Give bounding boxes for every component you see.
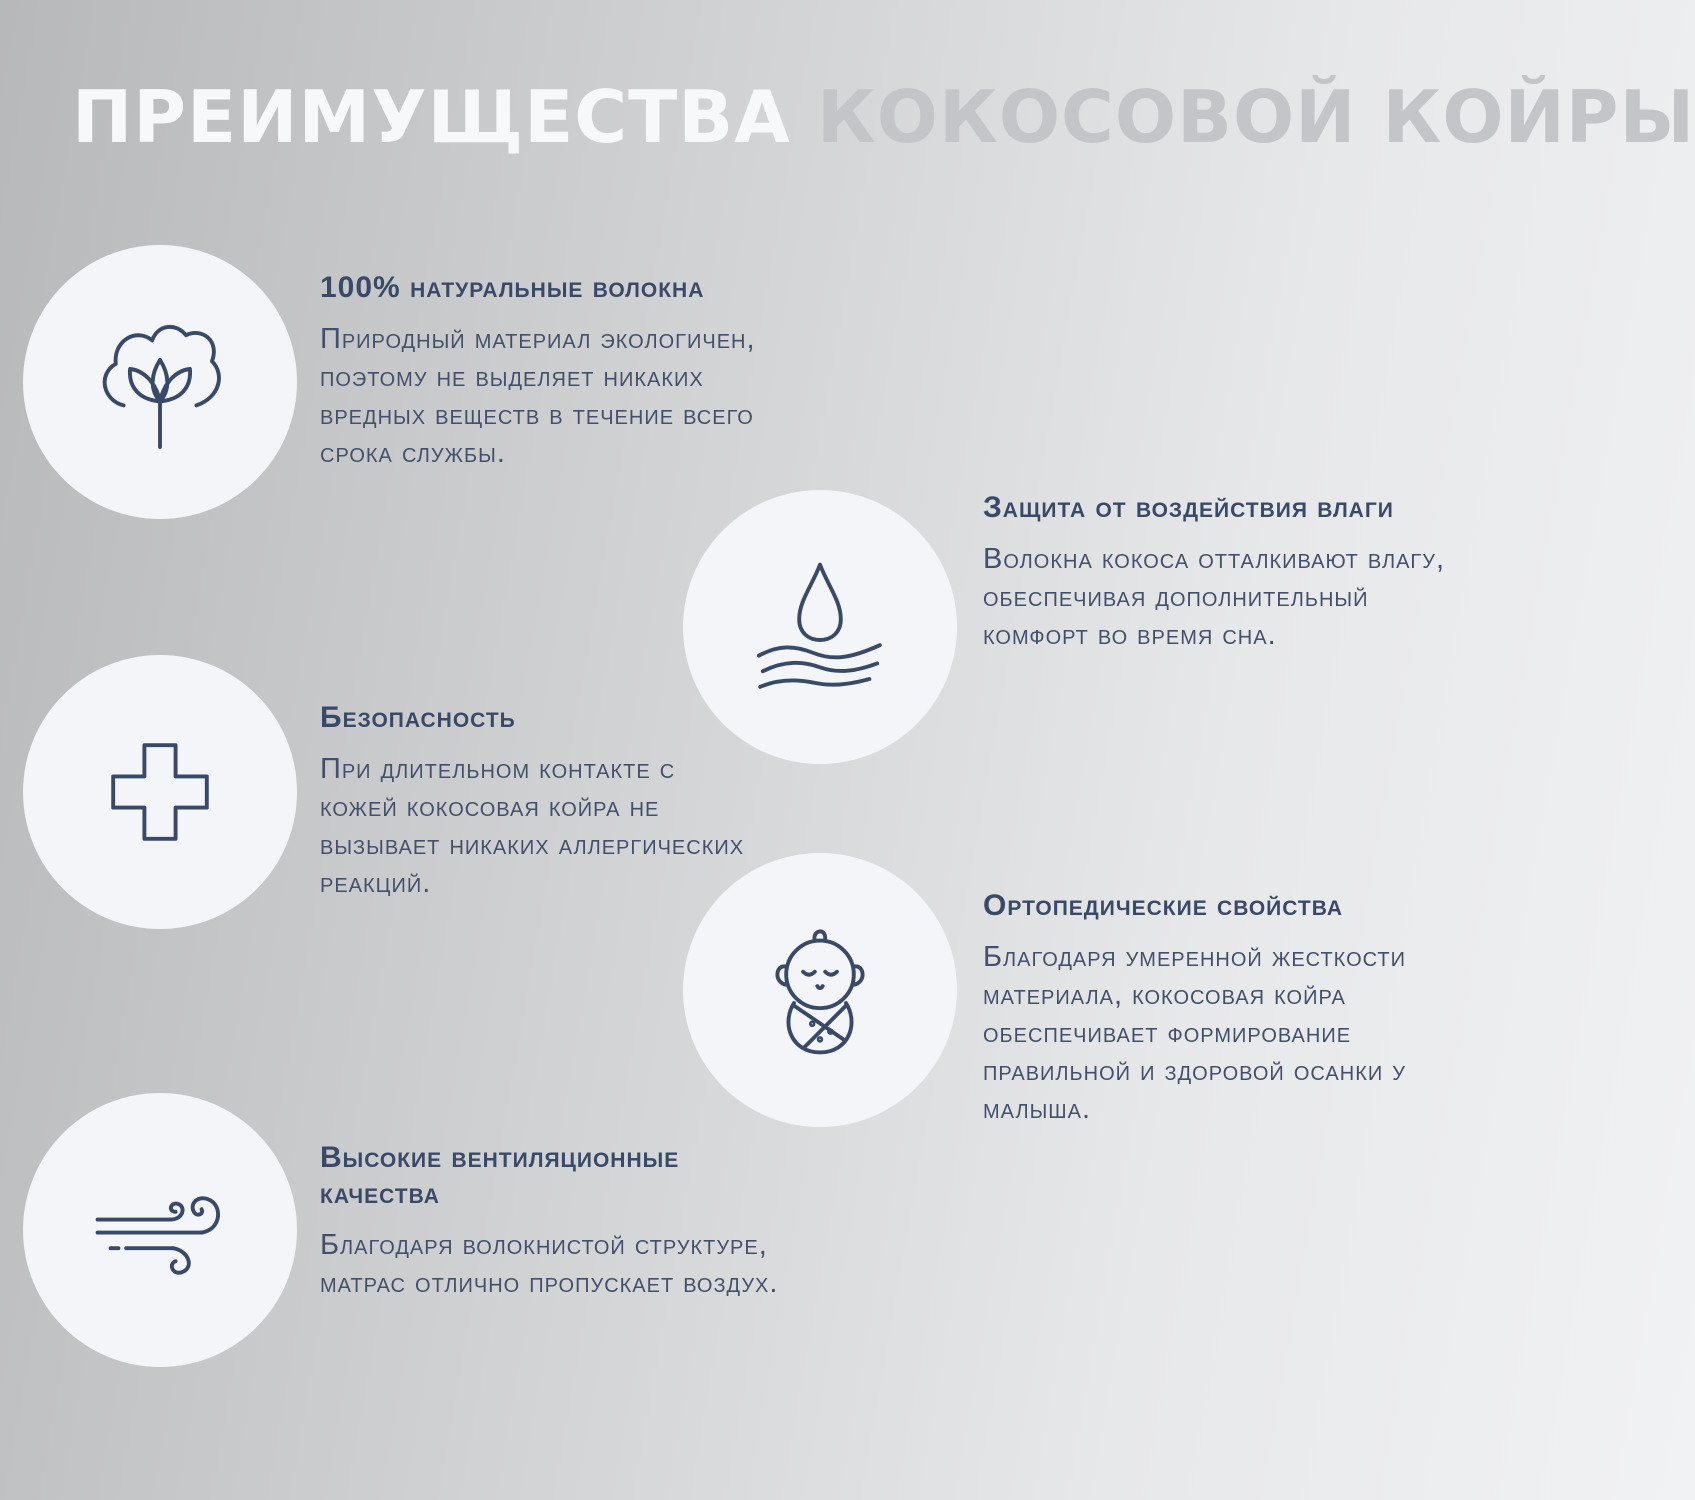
natural-fibers-icon-circle: [23, 245, 297, 519]
feature-heading: Безопасность: [320, 701, 516, 734]
title-part-2: КОКОСОВОЙ КОЙРЫ: [816, 75, 1695, 159]
medical-cross-icon: [95, 727, 225, 857]
feature-safety: [320, 700, 750, 902]
feature-heading: Высокие вентиляционные качества: [320, 1141, 680, 1210]
feature-heading: Защита от воздействия влаги: [983, 491, 1394, 524]
ventilation-icon-circle: [23, 1093, 297, 1367]
orthopedic-icon-circle: [683, 853, 957, 1127]
safety-icon-circle: [23, 655, 297, 929]
feature-text: Благодаря волокнистой структуре, матрас отлично пропускает воздух.: [320, 1229, 779, 1299]
feature-text: Природный материал экологичен, поэтому не выделяет никаких вредных веществ в течение всего срока службы.: [320, 323, 756, 469]
feature-text: Волокна кокоса отталкивают влагу, обеспечивая дополнительный комфорт во время сна.: [983, 543, 1446, 651]
water-drop-icon: [755, 562, 885, 692]
page-title: [72, 72, 1695, 162]
feature-heading: 100% натуральные волокна: [320, 271, 705, 304]
feature-orthopedic: [983, 888, 1483, 1128]
feature-text: Благодаря умеренной жесткости материала, кокосовая койра обеспечивает формирование правильной и здоровой осанки у малыша.: [983, 941, 1407, 1125]
feature-ventilation: [320, 1140, 780, 1302]
feature-moisture-protection: [983, 490, 1473, 654]
wind-icon: [95, 1165, 225, 1295]
feature-text: При длительном контакте с кожей кокосовая койра не вызывает никаких аллергических реакций.: [320, 753, 745, 899]
baby-icon: [755, 925, 885, 1055]
cotton-icon: [95, 317, 225, 447]
feature-natural-fibers: [320, 270, 810, 472]
feature-heading: Ортопедические свойства: [983, 889, 1344, 922]
title-part-1: ПРЕИМУЩЕСТВА: [72, 75, 791, 159]
